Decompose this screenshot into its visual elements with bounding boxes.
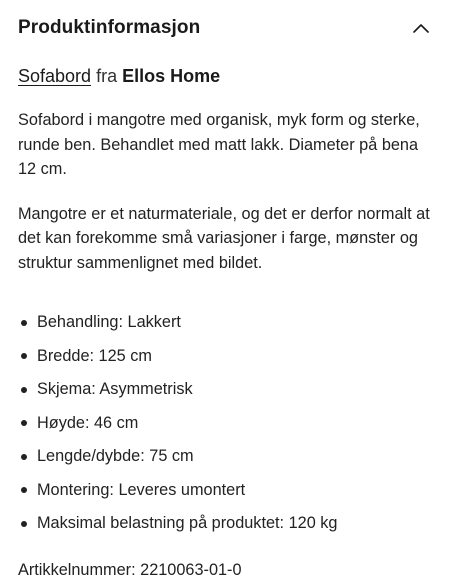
brand-name: Ellos Home [122,66,221,86]
article-number: Artikkelnummer: 2210063-01-0 [18,560,242,579]
description-paragraph-2: Mangotre er et naturmateriale, og det er derfor normalt at det kan forekomme små variasjoner i farge, mønster og struktur sammenlignet med bildet. [18,204,430,272]
spec-item [18,340,438,374]
chevron-up-icon[interactable] [410,17,432,39]
spec-text: Montering: Leveres umontert [37,480,246,499]
spec-item [18,474,438,508]
product-line [18,64,438,88]
spec-text: Maksimal belastning på produktet: 120 kg [37,514,338,532]
description-paragraph-1: Sofabord i mangotre med organisk, myk form og sterke, runde ben. Behandlet med matt lakk. Diameter på bena 12 cm. [18,111,420,178]
spec-item [18,306,438,340]
bullet-icon [21,320,27,326]
spec-item [18,373,438,407]
spec-item [18,407,438,441]
bullet-icon [21,420,27,426]
spec-text: Lengde/dybde: 75 cm [37,447,194,465]
spec-list [18,306,438,541]
spec-item [18,507,438,541]
section-title: Produktinformasjon [18,17,201,38]
bullet-icon [21,521,27,527]
spec-text: Bredde: 125 cm [37,346,152,365]
bullet-icon [21,353,27,359]
product-name-link[interactable]: Sofabord [18,66,92,86]
from-word: fra [96,66,118,86]
spec-item [18,440,438,474]
bullet-icon [21,454,27,460]
bullet-icon [21,387,27,393]
bullet-icon [21,487,27,493]
spec-text: Skjema: Asymmetrisk [37,380,193,398]
spec-text: Høyde: 46 cm [37,413,139,432]
spec-text: Behandling: Lakkert [37,313,181,331]
product-info-header[interactable] [18,0,438,56]
